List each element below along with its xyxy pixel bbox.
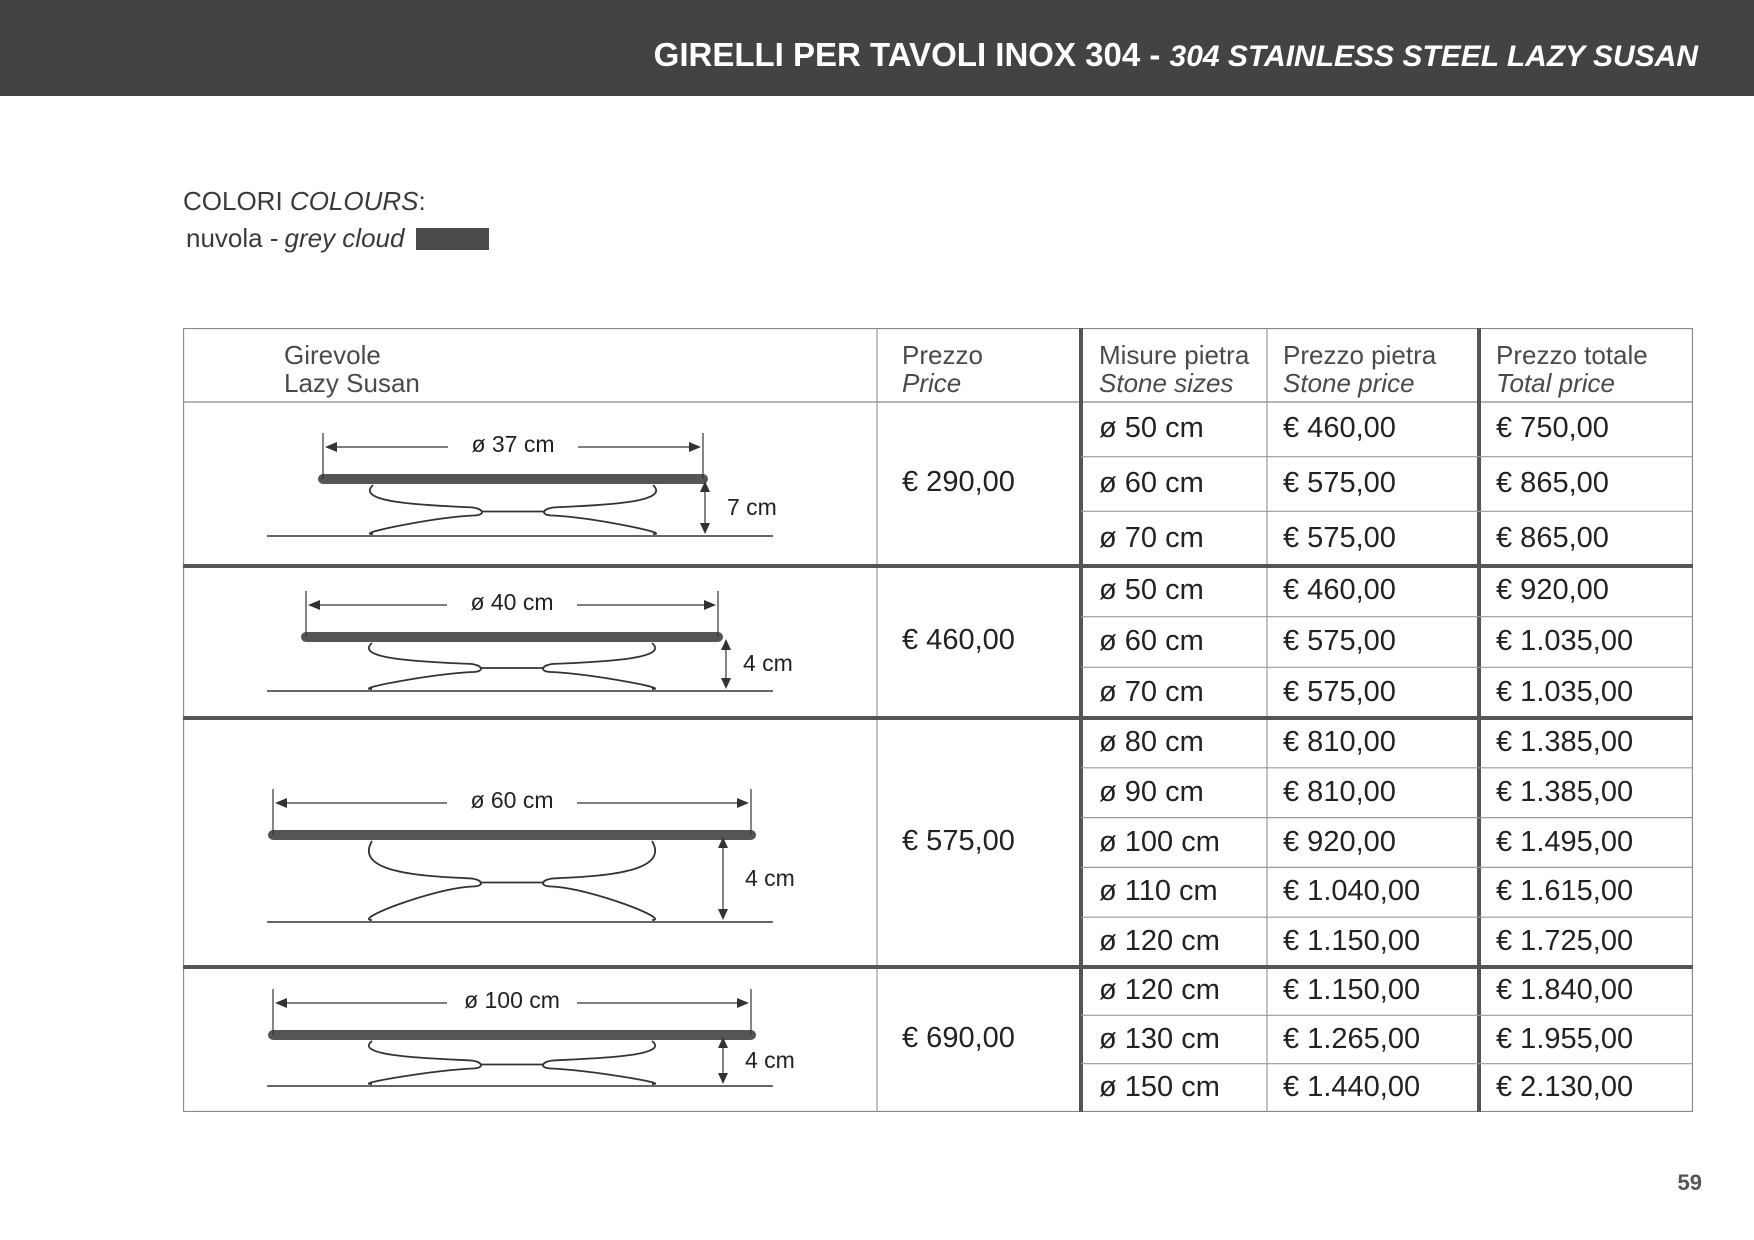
diameter-label: ø 100 cm xyxy=(464,987,560,1013)
stone-size: ø 130 cm xyxy=(1099,1022,1220,1055)
colours-label xyxy=(183,186,489,217)
total-price: € 1.615,00 xyxy=(1496,875,1634,908)
stone-price: € 810,00 xyxy=(1283,725,1396,758)
diameter-label: ø 37 cm xyxy=(471,431,555,457)
stone-size: ø 100 cm xyxy=(1099,825,1220,858)
header-lazy-it: Girevole xyxy=(284,340,381,370)
stone-price: € 575,00 xyxy=(1283,521,1396,554)
base-price: € 690,00 xyxy=(902,1021,1015,1054)
header-price-en xyxy=(902,369,983,397)
header-sizes-en xyxy=(1099,369,1249,397)
price-table xyxy=(183,328,1693,1112)
base-price: € 460,00 xyxy=(902,624,1015,656)
diameter-label: ø 40 cm xyxy=(470,589,554,615)
total-price: € 865,00 xyxy=(1496,521,1609,554)
header-stone-price xyxy=(1283,341,1436,397)
colours-colon: : xyxy=(418,186,426,216)
stone-size: ø 110 cm xyxy=(1099,875,1218,908)
base-price: € 575,00 xyxy=(902,824,1015,857)
page-title xyxy=(654,36,1698,74)
header-price-en-text: Price xyxy=(902,368,962,398)
header-stone-sizes xyxy=(1099,341,1249,397)
total-price: € 750,00 xyxy=(1496,412,1609,445)
stone-size: ø 60 cm xyxy=(1099,467,1204,499)
lazy-susan-bearing xyxy=(370,485,656,534)
stone-price: € 460,00 xyxy=(1283,574,1396,607)
lazy-susan-bearing xyxy=(369,643,655,689)
header-lazy-susan xyxy=(284,341,420,397)
colours-section xyxy=(183,186,489,254)
total-price: € 865,00 xyxy=(1496,467,1609,499)
total-price: € 1.840,00 xyxy=(1496,974,1634,1007)
header-stone-en-text: Stone price xyxy=(1283,368,1415,398)
height-label: 4 cm xyxy=(743,650,793,676)
stone-size: ø 60 cm xyxy=(1099,625,1204,657)
stone-size: ø 50 cm xyxy=(1099,574,1204,607)
lazy-susan-bearing xyxy=(369,1041,655,1084)
stone-size: ø 80 cm xyxy=(1099,725,1204,758)
stone-price: € 810,00 xyxy=(1283,775,1396,808)
total-price: € 1.385,00 xyxy=(1496,775,1634,808)
colour-name-it: nuvola - xyxy=(186,223,279,253)
stone-size: ø 70 cm xyxy=(1099,521,1204,554)
header-sizes-it: Misure pietra xyxy=(1099,340,1250,370)
title-english: 304 STAINLESS STEEL LAZY SUSAN xyxy=(1169,40,1698,73)
stone-price: € 1.150,00 xyxy=(1283,925,1421,958)
header-stone-it: Prezzo pietra xyxy=(1283,340,1437,370)
stone-price: € 1.265,00 xyxy=(1283,1022,1421,1055)
total-price: € 1.495,00 xyxy=(1496,825,1634,858)
colours-label-it: COLORI xyxy=(183,186,290,216)
page-number: 59 xyxy=(1677,1170,1702,1195)
total-price: € 1.725,00 xyxy=(1496,925,1634,958)
stone-price: € 575,00 xyxy=(1283,467,1396,499)
lazy-susan-bearing xyxy=(369,841,655,920)
stone-price: € 1.040,00 xyxy=(1283,875,1421,908)
title-italian: GIRELLI PER TAVOLI INOX 304 - xyxy=(653,36,1170,73)
stone-size: ø 120 cm xyxy=(1099,974,1220,1007)
height-label: 7 cm xyxy=(727,493,777,520)
colour-name-en: grey cloud xyxy=(284,223,405,253)
stone-price: € 1.440,00 xyxy=(1283,1070,1421,1103)
stone-size: ø 120 cm xyxy=(1099,925,1220,958)
total-price: € 1.385,00 xyxy=(1496,725,1634,758)
header-total-en xyxy=(1496,369,1648,397)
diameter-label: ø 60 cm xyxy=(470,787,554,813)
table-grid xyxy=(183,328,1693,1112)
height-label: 4 cm xyxy=(745,1046,795,1073)
header-price xyxy=(902,341,983,397)
header-total-price xyxy=(1496,341,1648,397)
header-stone-en xyxy=(1283,369,1436,397)
total-price: € 920,00 xyxy=(1496,574,1609,607)
stone-price: € 920,00 xyxy=(1283,825,1396,858)
total-price: € 1.035,00 xyxy=(1496,625,1634,657)
stone-size: ø 90 cm xyxy=(1099,775,1204,808)
header-price-it: Prezzo xyxy=(902,340,983,370)
header-lazy-en: Lazy Susan xyxy=(284,368,420,398)
stone-size: ø 70 cm xyxy=(1099,675,1204,708)
colour-option xyxy=(186,223,489,254)
total-price: € 1.955,00 xyxy=(1496,1022,1634,1055)
total-price: € 1.035,00 xyxy=(1496,675,1634,708)
height-label: 4 cm xyxy=(745,864,795,891)
stone-price: € 575,00 xyxy=(1283,675,1396,708)
colours-label-en: COLOURS xyxy=(289,186,419,216)
colour-swatch xyxy=(416,228,489,250)
base-price: € 290,00 xyxy=(902,466,1015,498)
stone-price: € 1.150,00 xyxy=(1283,974,1421,1007)
stone-size: ø 150 cm xyxy=(1099,1070,1220,1103)
header-sizes-en-text: Stone sizes xyxy=(1099,368,1234,398)
header-bar xyxy=(0,0,1754,96)
stone-price: € 460,00 xyxy=(1283,412,1396,445)
total-price: € 2.130,00 xyxy=(1496,1070,1634,1103)
header-total-it: Prezzo totale xyxy=(1496,340,1648,370)
stone-size: ø 50 cm xyxy=(1099,412,1204,445)
header-total-en-text: Total price xyxy=(1496,368,1615,398)
stone-price: € 575,00 xyxy=(1283,625,1396,657)
